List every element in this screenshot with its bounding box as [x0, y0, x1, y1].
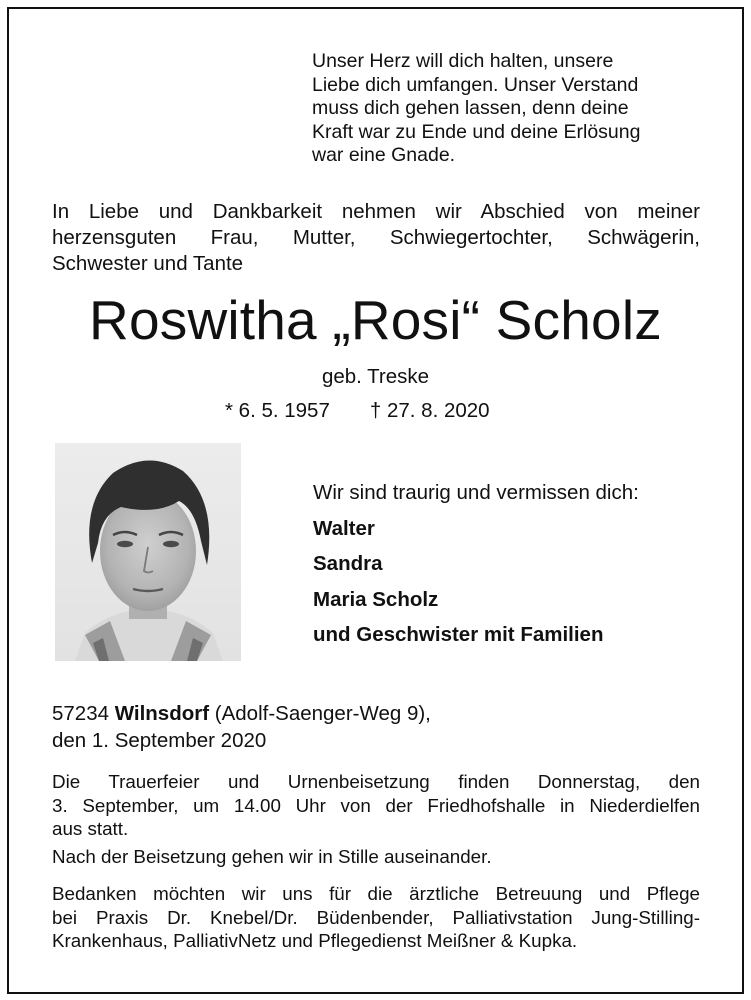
after-line: Nach der Beisetzung gehen wir in Stille auseinander. — [52, 846, 492, 867]
thanks-line: Bedanken möchten wir uns für die ärztliche Betreuung und Pflege — [52, 883, 700, 904]
life-dates — [225, 398, 490, 424]
portrait-image — [55, 443, 241, 661]
poem-line: war eine Gnade. — [312, 144, 456, 166]
poem-line: Liebe dich umfangen. Unser Verstand — [312, 73, 639, 96]
poem-line: Kraft war zu Ende und deine Erlösung — [312, 120, 641, 143]
poem-line: Unser Herz will dich halten, unsere — [312, 50, 614, 72]
mourner-name: und Geschwister mit Familien — [313, 623, 604, 646]
intro-line: Schwester und Tante — [52, 252, 244, 275]
thanks-line: bei Praxis Dr. Knebel/Dr. Büdenbender, Palliativstation Jung-Stilling- — [52, 906, 700, 928]
thanks-line: Krankenhaus, PalliativNetz und Pflegedienst Meißner & Kupka. — [52, 930, 578, 951]
thanks-text — [52, 882, 700, 953]
mourner-name: Walter — [313, 516, 375, 540]
memorial-poem — [312, 50, 692, 168]
mourner-name: Maria Scholz — [313, 587, 439, 611]
mourners-heading: Wir sind traurig und vermissen dich: — [313, 481, 639, 504]
mourner-name: Sandra — [313, 552, 383, 575]
poem-line: muss dich gehen lassen, denn deine — [312, 97, 629, 119]
notice-date: den 1. September 2020 — [52, 729, 267, 752]
address-line — [52, 700, 712, 727]
place-and-date — [52, 700, 712, 754]
street-address: (Adolf-Saenger-Weg 9), — [214, 702, 431, 725]
birth-date: * 6. 5. 1957 — [225, 399, 330, 422]
intro-line: In Liebe und Dankbarkeit nehmen wir Abschied von meiner — [52, 200, 700, 223]
maiden-name: geb. Treske — [321, 365, 430, 388]
funeral-info — [52, 770, 700, 841]
postcode: 57234 — [52, 702, 110, 725]
deceased-name: Roswitha „Rosi“ Scholz — [89, 289, 662, 351]
mourners — [313, 475, 713, 653]
funeral-line: aus statt. — [52, 818, 129, 839]
funeral-line: 3. September, um 14.00 Uhr von der Friedhofshalle in Niederdielfen — [52, 794, 700, 816]
after-burial-note — [52, 845, 700, 869]
funeral-line: Die Trauerfeier und Urnenbeisetzung finden Donnerstag, den — [52, 771, 700, 792]
intro-text — [52, 199, 700, 277]
portrait-photo — [55, 443, 241, 661]
death-date: † 27. 8. 2020 — [369, 399, 490, 422]
town: Wilnsdorf — [114, 702, 210, 725]
intro-line: herzensguten Frau, Mutter, Schwiegertochter, Schwägerin, — [52, 226, 700, 249]
